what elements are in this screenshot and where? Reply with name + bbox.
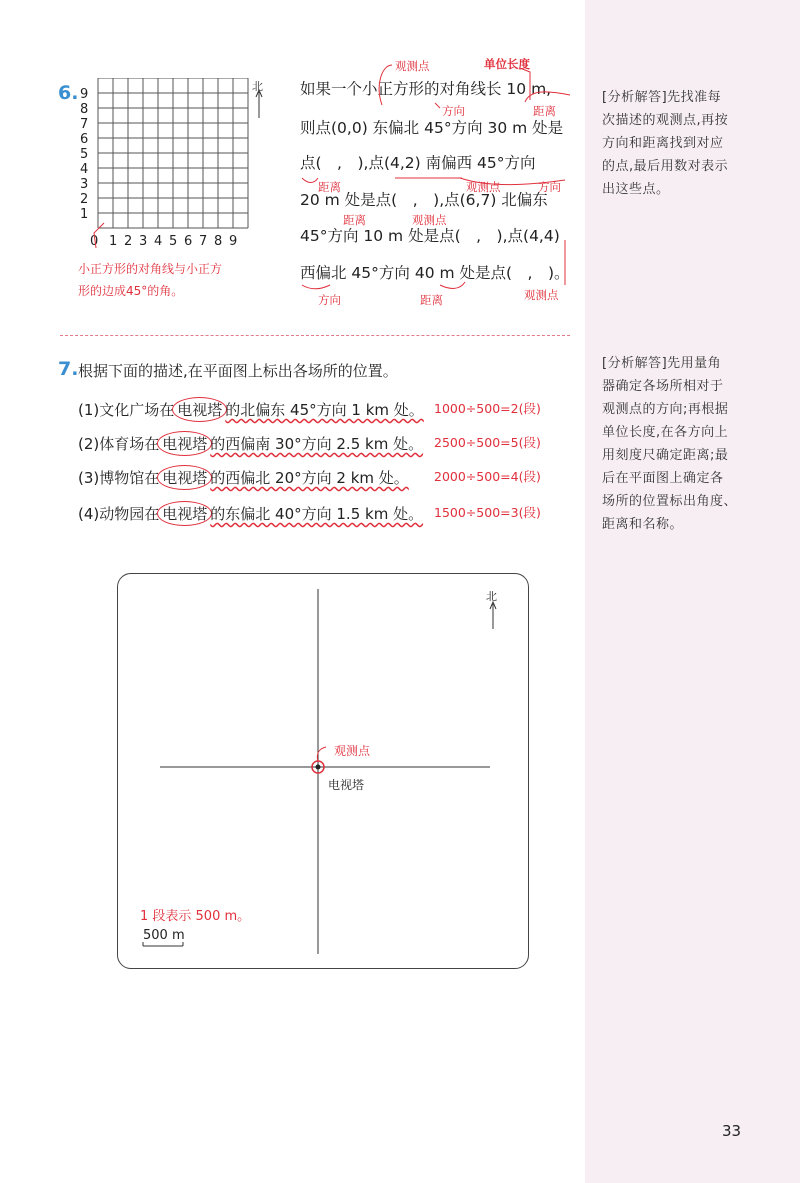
q6-line-3: 点( , ),点(4,2) 南偏西 45°方向	[300, 154, 536, 172]
x-tick-label: 0	[90, 234, 99, 249]
q6-line-5: 45°方向 10 m 处是点( , ),点(4,4)	[300, 227, 560, 245]
y-tick-label: 4	[80, 162, 89, 177]
tower-circle: 电视塔	[157, 501, 212, 526]
tower-circle: 电视塔	[157, 465, 212, 490]
q6-line-4: 20 m 处是点( , ),点(6,7) 北偏东	[300, 191, 548, 209]
q7-calc-3: 2000÷500=4(段)	[434, 469, 541, 484]
page-number: 33	[722, 1122, 742, 1140]
annot-distance-2: 距离	[318, 180, 341, 194]
q6-line-6: 西偏北 45°方向 40 m 处是点( , )。	[300, 264, 570, 282]
tower-circle: 电视塔	[157, 431, 212, 456]
q6-number: 6.	[58, 82, 79, 104]
annot-observe-4: 观测点	[524, 288, 559, 302]
section-divider	[60, 335, 570, 336]
map-north-label: 北	[486, 590, 497, 603]
map-center-label: 电视塔	[328, 778, 365, 792]
q6-note: 小正方形的对角线与小正方 形的边成45°的角。	[78, 262, 223, 298]
x-tick-label: 6	[184, 234, 193, 249]
map-observe-label: 观测点	[334, 744, 371, 758]
y-tick-label: 3	[80, 177, 89, 192]
q7-title: 根据下面的描述,在平面图上标出各场所的位置。	[78, 362, 398, 380]
q7-calc-1: 1000÷500=2(段)	[434, 401, 541, 416]
q7-analysis: [分析解答]先用量角 器确定各场所相对于 观测点的方向;再根据 单位长度,在各方向上 用刻度尺确定距离;最 后在平面图上确定各 场所的位置标出角度、 距离和名称。	[602, 356, 738, 532]
q7-calc-4: 1500÷500=3(段)	[434, 505, 541, 520]
q6-line-1: 如果一个小正方形的对角线长 10 m,	[300, 80, 552, 98]
annot-direction-3: 方向	[318, 293, 341, 307]
annot-distance-3: 距离	[343, 213, 366, 227]
map-scale-note: 1 段表示 500 m。	[140, 909, 251, 924]
tower-circle: 电视塔	[172, 397, 227, 422]
q7-item-1: (1)文化广场在 电视塔 的北偏东 45°方向 1 km 处。	[78, 397, 424, 422]
annot-observe-1: 观测点	[395, 59, 430, 73]
y-tick-label: 6	[80, 132, 89, 147]
y-tick-label: 9	[80, 87, 89, 102]
q7-item-2: (2)体育场在 电视塔 的西偏南 30°方向 2.5 km 处。	[78, 431, 423, 456]
x-tick-label: 8	[214, 234, 223, 249]
annot-unit-length: 单位长度	[484, 57, 530, 71]
y-tick-label: 2	[80, 192, 89, 207]
annot-distance-4: 距离	[420, 293, 443, 307]
y-tick-label: 7	[80, 117, 89, 132]
x-tick-label: 5	[169, 234, 178, 249]
x-tick-label: 1	[109, 234, 118, 249]
grid-north-label: 北	[252, 80, 263, 93]
q6-annotation-strokes	[290, 60, 580, 310]
x-tick-label: 7	[199, 234, 208, 249]
annot-observe-2: 观测点	[466, 180, 501, 194]
q6-line-2: 则点(0,0) 东偏北 45°方向 30 m 处是	[300, 119, 564, 137]
x-tick-label: 4	[154, 234, 163, 249]
annot-direction-1: 方向	[442, 104, 465, 118]
coordinate-grid	[72, 78, 272, 258]
y-tick-label: 5	[80, 147, 89, 162]
map-scale-label: 500 m	[143, 928, 185, 943]
plan-map	[117, 573, 529, 969]
q7-item-3: (3)博物馆在 电视塔 的西偏北 20°方向 2 km 处。	[78, 465, 409, 490]
annot-distance-1: 距离	[533, 104, 556, 118]
q7-calc-2: 2500÷500=5(段)	[434, 435, 541, 450]
x-tick-label: 2	[124, 234, 133, 249]
q6-analysis: [分析解答]先找准每 次描述的观测点,再按 方向和距离找到对应 的点,最后用数对表示 出这些点。	[602, 90, 729, 197]
annot-observe-3: 观测点	[412, 213, 447, 227]
q7-item-4: (4)动物园在 电视塔 的东偏北 40°方向 1.5 km 处。	[78, 501, 423, 526]
tower-point	[316, 765, 321, 770]
annot-direction-2: 方向	[538, 180, 561, 194]
x-tick-label: 9	[229, 234, 238, 249]
x-tick-label: 3	[139, 234, 148, 249]
y-tick-label: 1	[80, 207, 89, 222]
q7-number: 7.	[58, 358, 79, 380]
y-tick-label: 8	[80, 102, 89, 117]
